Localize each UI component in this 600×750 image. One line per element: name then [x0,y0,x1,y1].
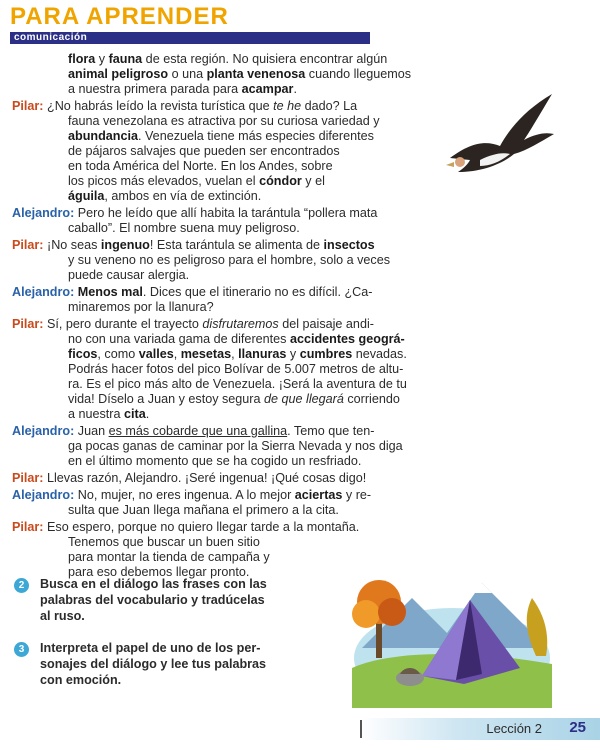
dialogue-line: para eso debemos llegar pronto. [68,565,250,579]
page-footer [360,718,600,740]
page-title: PARA APRENDER [10,3,229,30]
dialogue-line: ra. Es el pico más alto de Venezuela. ¡Será la aventura de tu [68,377,407,391]
dialogue-line: en toda América del Norte. En los Andes, sobre [68,159,333,173]
dialogue-line: caballo”. El nombre suena muy peligroso. [68,221,300,235]
dialogue-line: Pilar: Eso espero, porque no quiero llegar tarde a la montaña. [12,520,360,534]
dialogue-line: Podrás hacer fotos del pico Bolívar de 5.007 metros de altu- [68,362,404,376]
dialogue-line: los picos más elevados, vuelan el cóndor y el [68,174,325,188]
dialogue-line: Pilar: ¿No habrás leído la revista turística que te he dado? La [12,99,358,113]
dialogue-line: Pilar: Llevas razón, Alejandro. ¡Seré ingenua! ¡Qué cosas digo! [12,471,367,485]
dialogue-line: y su veneno no es peligroso para el hombre, solo a veces [68,253,391,267]
dialogue-line: de pájaros salvajes que pueden ser encontrados [68,144,340,158]
dialogue-line: Alejandro: Juan es más cobarde que una gallina. Temo que ten- [12,424,375,438]
dialogue-line: minaremos por la llanura? [68,300,214,314]
dialogue-line: abundancia. Venezuela tiene más especies diferentes [68,129,374,143]
page-number: 25 [569,719,586,736]
exercise-text: Busca en el diálogo las frases con las [40,577,267,591]
dialogue-line: a nuestra cita. [68,407,150,421]
section-label: comunicación [10,32,370,44]
dialogue-line: Alejandro: Menos mal. Dices que el itinerario no es difícil. ¿Ca- [12,285,373,299]
exercise-text: palabras del vocabulario y tradúcelas [40,593,265,607]
dialogue-line: Pilar: ¡No seas ingenuo! Esta tarántula se alimenta de insectos [12,238,375,252]
lesson-label: Lección 2 [486,721,542,736]
dialogue-line: sulta que Juan llega mañana el primero a la cita. [68,503,339,517]
page-header [10,4,370,44]
dialogue-line: en el último momento que se ha cogido un resfriado. [68,454,362,468]
exercise-text: al ruso. [40,609,85,623]
dialogue-line: no con una variada gama de diferentes accidentes geográ- [68,332,405,346]
dialogue-line: Alejandro: No, mujer, no eres ingenua. A lo mejor aciertas y re- [12,488,372,502]
dialogue-line: flora y fauna de esta región. No quisiera encontrar algún [68,52,388,66]
exercise-number-badge: 2 [14,578,29,593]
dialogue-line: ficos, como valles, mesetas, llanuras y cumbres nevadas. [68,347,407,361]
dialogue-line: águila, ambos en vía de extinción. [68,189,262,203]
dialogue-line: Pilar: Sí, pero durante el trayecto disfrutaremos del paisaje andi- [12,317,374,331]
exercise-text: sonajes del diálogo y lee tus palabras [40,657,267,671]
dialogue-line: puede causar alergia. [68,268,190,282]
dialogue-line: para montar la tienda de campaña y [68,550,270,564]
dialogue-line: ga pocas ganas de caminar por la Sierra Nevada y nos diga [68,439,403,453]
exercise-number-badge: 3 [14,642,29,657]
exercise-text: con emoción. [40,673,122,687]
dialogue-line: Alejandro: Pero he leído que allí habita la tarántula “pollera mata [12,206,378,220]
exercise-text: Interpreta el papel de uno de los per- [40,641,261,655]
dialogue-line: animal peligroso o una planta venenosa cuando lleguemos [68,67,411,81]
footer-divider [360,720,362,738]
condor-illustration [440,88,560,188]
dialogue-line: Tenemos que buscar un buen sitio [68,535,260,549]
footer-strip [360,718,600,740]
tent-illustration [352,538,552,708]
dialogue-line: vida! Díselo a Juan y estoy segura de que llegará corriendo [68,392,400,406]
dialogue-line: a nuestra primera parada para acampar. [68,82,297,96]
dialogue-line: fauna venezolana es atractiva por su curiosa variedad y [68,114,380,128]
